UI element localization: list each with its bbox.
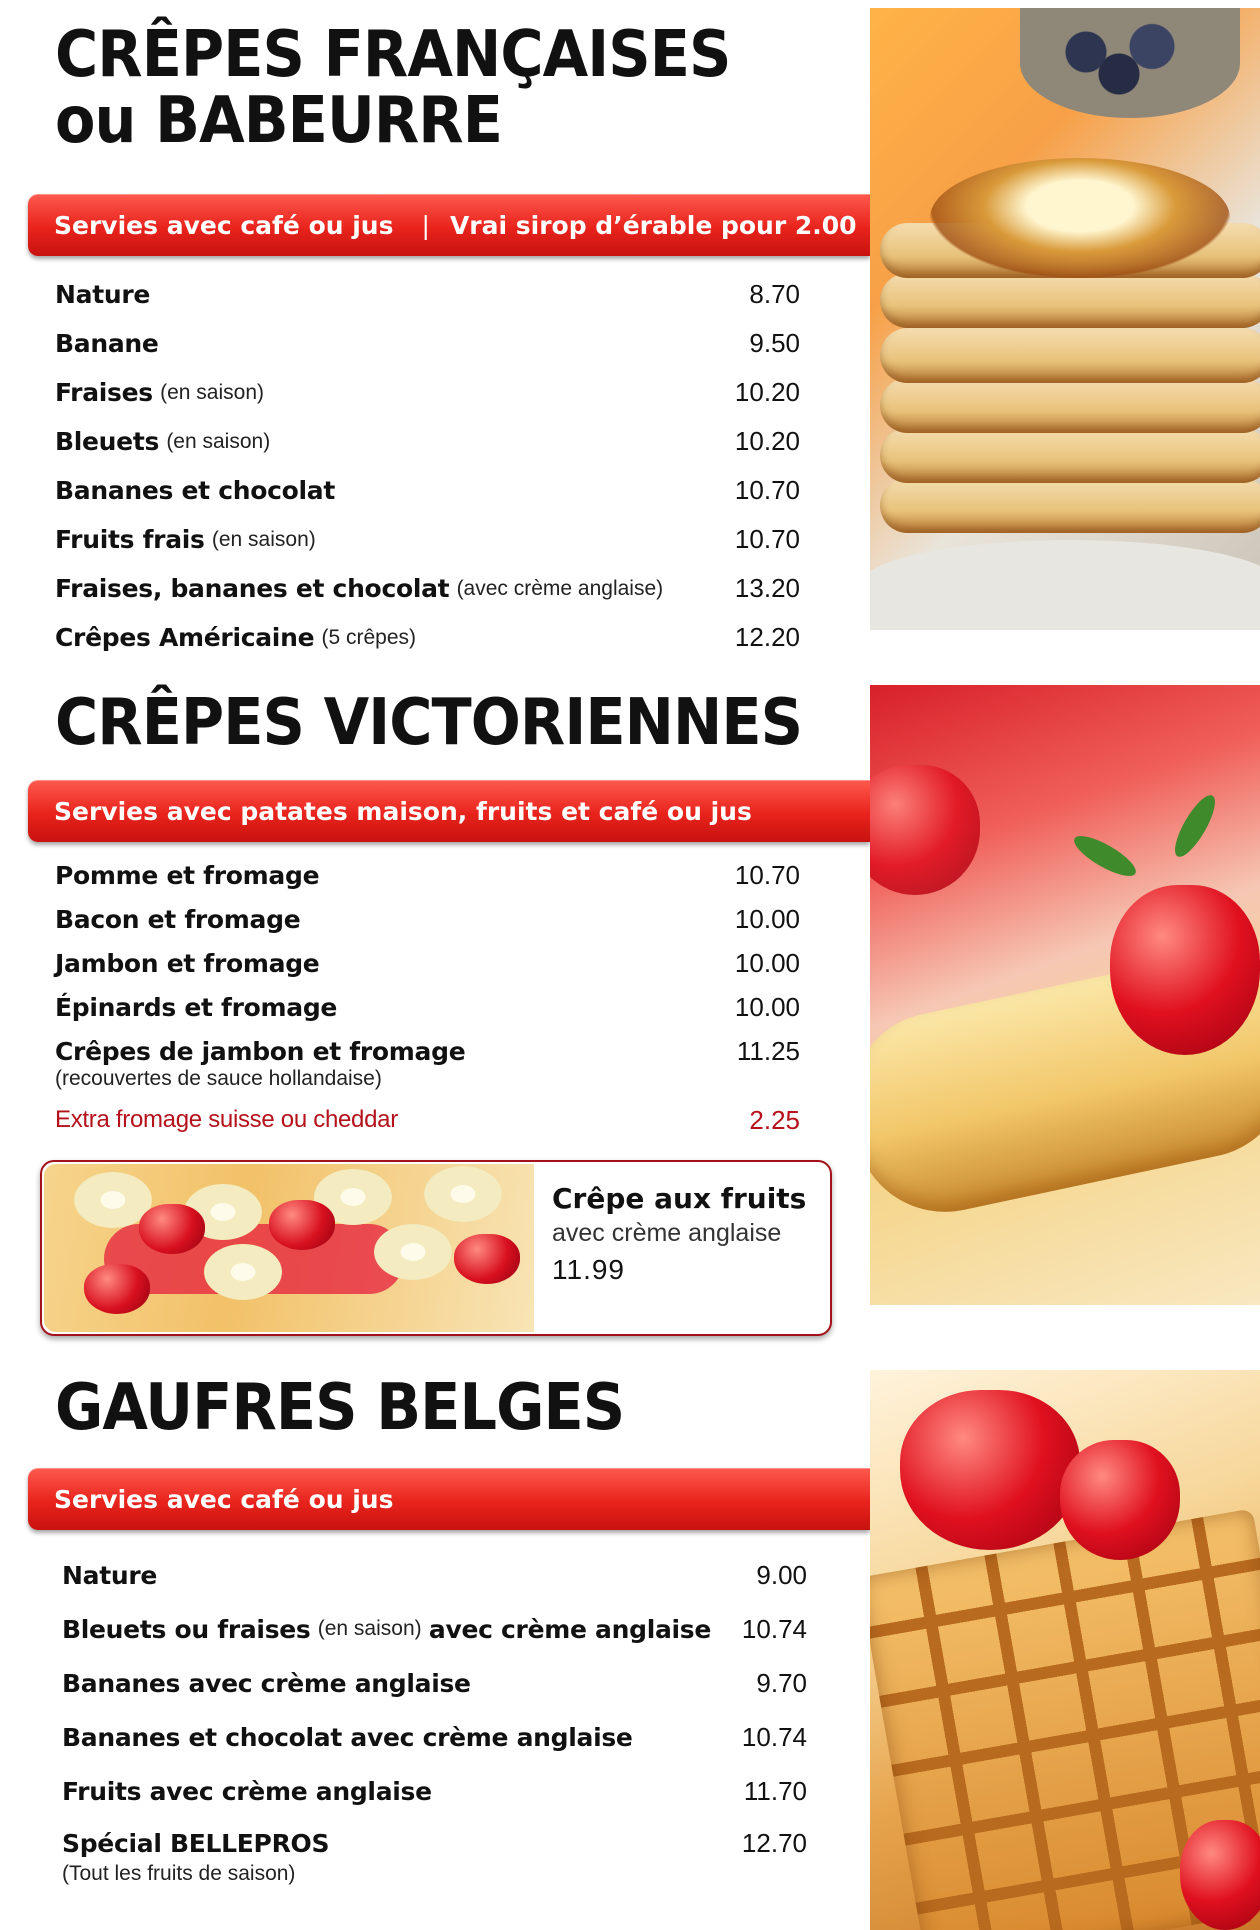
item-name: Jambon et fromage	[55, 948, 320, 978]
menu-item	[55, 985, 800, 1029]
section-title-crepes-victoriennes: CRÊPES VICTORIENNES	[55, 686, 803, 760]
menu-item	[55, 417, 800, 466]
item-note: (en saison)	[211, 527, 316, 551]
item-price: 10.20	[734, 426, 800, 456]
featured-text	[552, 1182, 806, 1286]
item-price: 10.00	[734, 947, 800, 978]
featured-crepe-aux-fruits	[40, 1160, 832, 1336]
blueberry-bowl	[1020, 8, 1240, 118]
waffle-photo	[870, 1370, 1260, 1930]
menu-item	[55, 466, 800, 515]
banner-text: Servies avec patates maison, fruits et café ou jus	[54, 796, 752, 826]
menu-item	[62, 1602, 807, 1656]
item-price: 9.00	[756, 1559, 807, 1590]
item-list-gaufres-belges	[62, 1548, 807, 1886]
item-note: (en saison)	[166, 429, 271, 453]
item-price: 12.20	[734, 622, 800, 652]
section-title-gaufres-belges: GAUFRES BELGES	[55, 1371, 625, 1445]
item-name: Bananes et chocolat avec crème anglaise	[62, 1722, 633, 1752]
featured-subtitle: avec crème anglaise	[552, 1219, 782, 1247]
featured-price: 11.99	[552, 1254, 625, 1285]
featured-title: Crêpe aux fruits	[552, 1182, 807, 1215]
item-name: Bleuets	[55, 427, 160, 456]
item-note: (5 crêpes)	[321, 625, 416, 649]
item-name: Bacon et fromage	[55, 904, 301, 934]
menu-item	[55, 368, 800, 417]
menu-item	[55, 564, 800, 613]
menu-item	[55, 941, 800, 985]
banner-left-text: Servies avec café ou jus	[54, 210, 394, 240]
item-name: Fruits avec crème anglaise	[62, 1776, 432, 1806]
section-title-crepes-francaises	[55, 18, 731, 158]
item-price: 9.70	[756, 1667, 807, 1698]
banner-crepes-francaises	[28, 194, 870, 256]
banner-text: Servies avec café ou jus	[54, 1484, 394, 1514]
item-price: 10.70	[734, 524, 800, 554]
menu-item	[55, 319, 800, 368]
title-line-2: ou BABEURRE	[55, 84, 503, 158]
menu-item	[62, 1710, 807, 1764]
pancakes-photo	[870, 8, 1260, 630]
menu-item	[62, 1548, 807, 1602]
menu-item	[55, 853, 800, 897]
item-price: 9.50	[749, 328, 800, 358]
item-name: Nature	[62, 1560, 158, 1590]
menu-item	[62, 1818, 807, 1868]
strawberry-crepe-photo	[870, 685, 1260, 1305]
menu-item	[62, 1656, 807, 1710]
item-name: Fraises	[55, 378, 153, 407]
menu-item	[62, 1764, 807, 1818]
plate	[870, 540, 1260, 630]
item-price: 10.70	[734, 475, 800, 505]
extra-price: 2.25	[749, 1104, 800, 1135]
title-line-1: CRÊPES FRANÇAISES	[55, 18, 731, 92]
item-price: 10.70	[734, 859, 800, 890]
item-sub-note: (recouvertes de sauce hollandaise)	[55, 1067, 382, 1090]
item-name: Bananes avec crème anglaise	[62, 1668, 471, 1698]
item-list-crepes-victoriennes	[55, 853, 800, 1145]
item-name: Crêpes Américaine	[55, 623, 315, 652]
menu-item	[55, 1029, 800, 1073]
item-name: Bananes et chocolat	[55, 476, 336, 505]
menu-item	[55, 270, 800, 319]
item-note: (en saison)	[160, 380, 264, 404]
banner-right-text: Vrai sirop d’érable pour 2.00	[449, 210, 857, 240]
item-note: (en saison)	[317, 1617, 422, 1640]
item-price: 10.74	[741, 1613, 807, 1644]
banner-separator: |	[421, 210, 430, 240]
item-name: Épinards et fromage	[55, 992, 338, 1022]
item-name: Spécial BELLEPROS	[62, 1828, 330, 1858]
banner-crepes-victoriennes	[28, 780, 870, 842]
featured-crepe-image	[44, 1164, 534, 1332]
item-name: Bleuets ou fraises	[62, 1614, 311, 1644]
item-price: 8.70	[749, 279, 800, 309]
item-price: 11.70	[743, 1775, 807, 1806]
item-price: 11.25	[736, 1035, 800, 1066]
item-name: Crêpes de jambon et fromage	[55, 1036, 466, 1066]
item-name: Banane	[55, 329, 159, 358]
item-name: Fraises, bananes et chocolat	[55, 574, 450, 603]
item-price: 10.74	[741, 1721, 807, 1752]
item-price: 10.00	[734, 991, 800, 1022]
item-price: 12.70	[741, 1827, 807, 1858]
item-price: 13.20	[734, 573, 800, 603]
item-note: (avec crème anglaise)	[456, 576, 664, 600]
item-name-cont: avec crème anglaise	[428, 1614, 712, 1644]
extra-item	[55, 1095, 800, 1145]
item-name: Pomme et fromage	[55, 860, 320, 890]
banner-gaufres-belges	[28, 1468, 870, 1530]
menu-item	[55, 897, 800, 941]
item-sub-note: (Tout les fruits de saison)	[62, 1862, 296, 1885]
item-name: Nature	[55, 280, 151, 309]
item-name: Fruits frais	[55, 525, 205, 554]
extra-name: Extra fromage suisse ou cheddar	[55, 1106, 398, 1133]
menu-item	[55, 613, 800, 662]
item-price: 10.00	[734, 903, 800, 934]
item-price: 10.20	[734, 377, 800, 407]
syrup-butter	[930, 158, 1230, 278]
item-list-crepes-francaises	[55, 270, 800, 662]
menu-item	[55, 515, 800, 564]
